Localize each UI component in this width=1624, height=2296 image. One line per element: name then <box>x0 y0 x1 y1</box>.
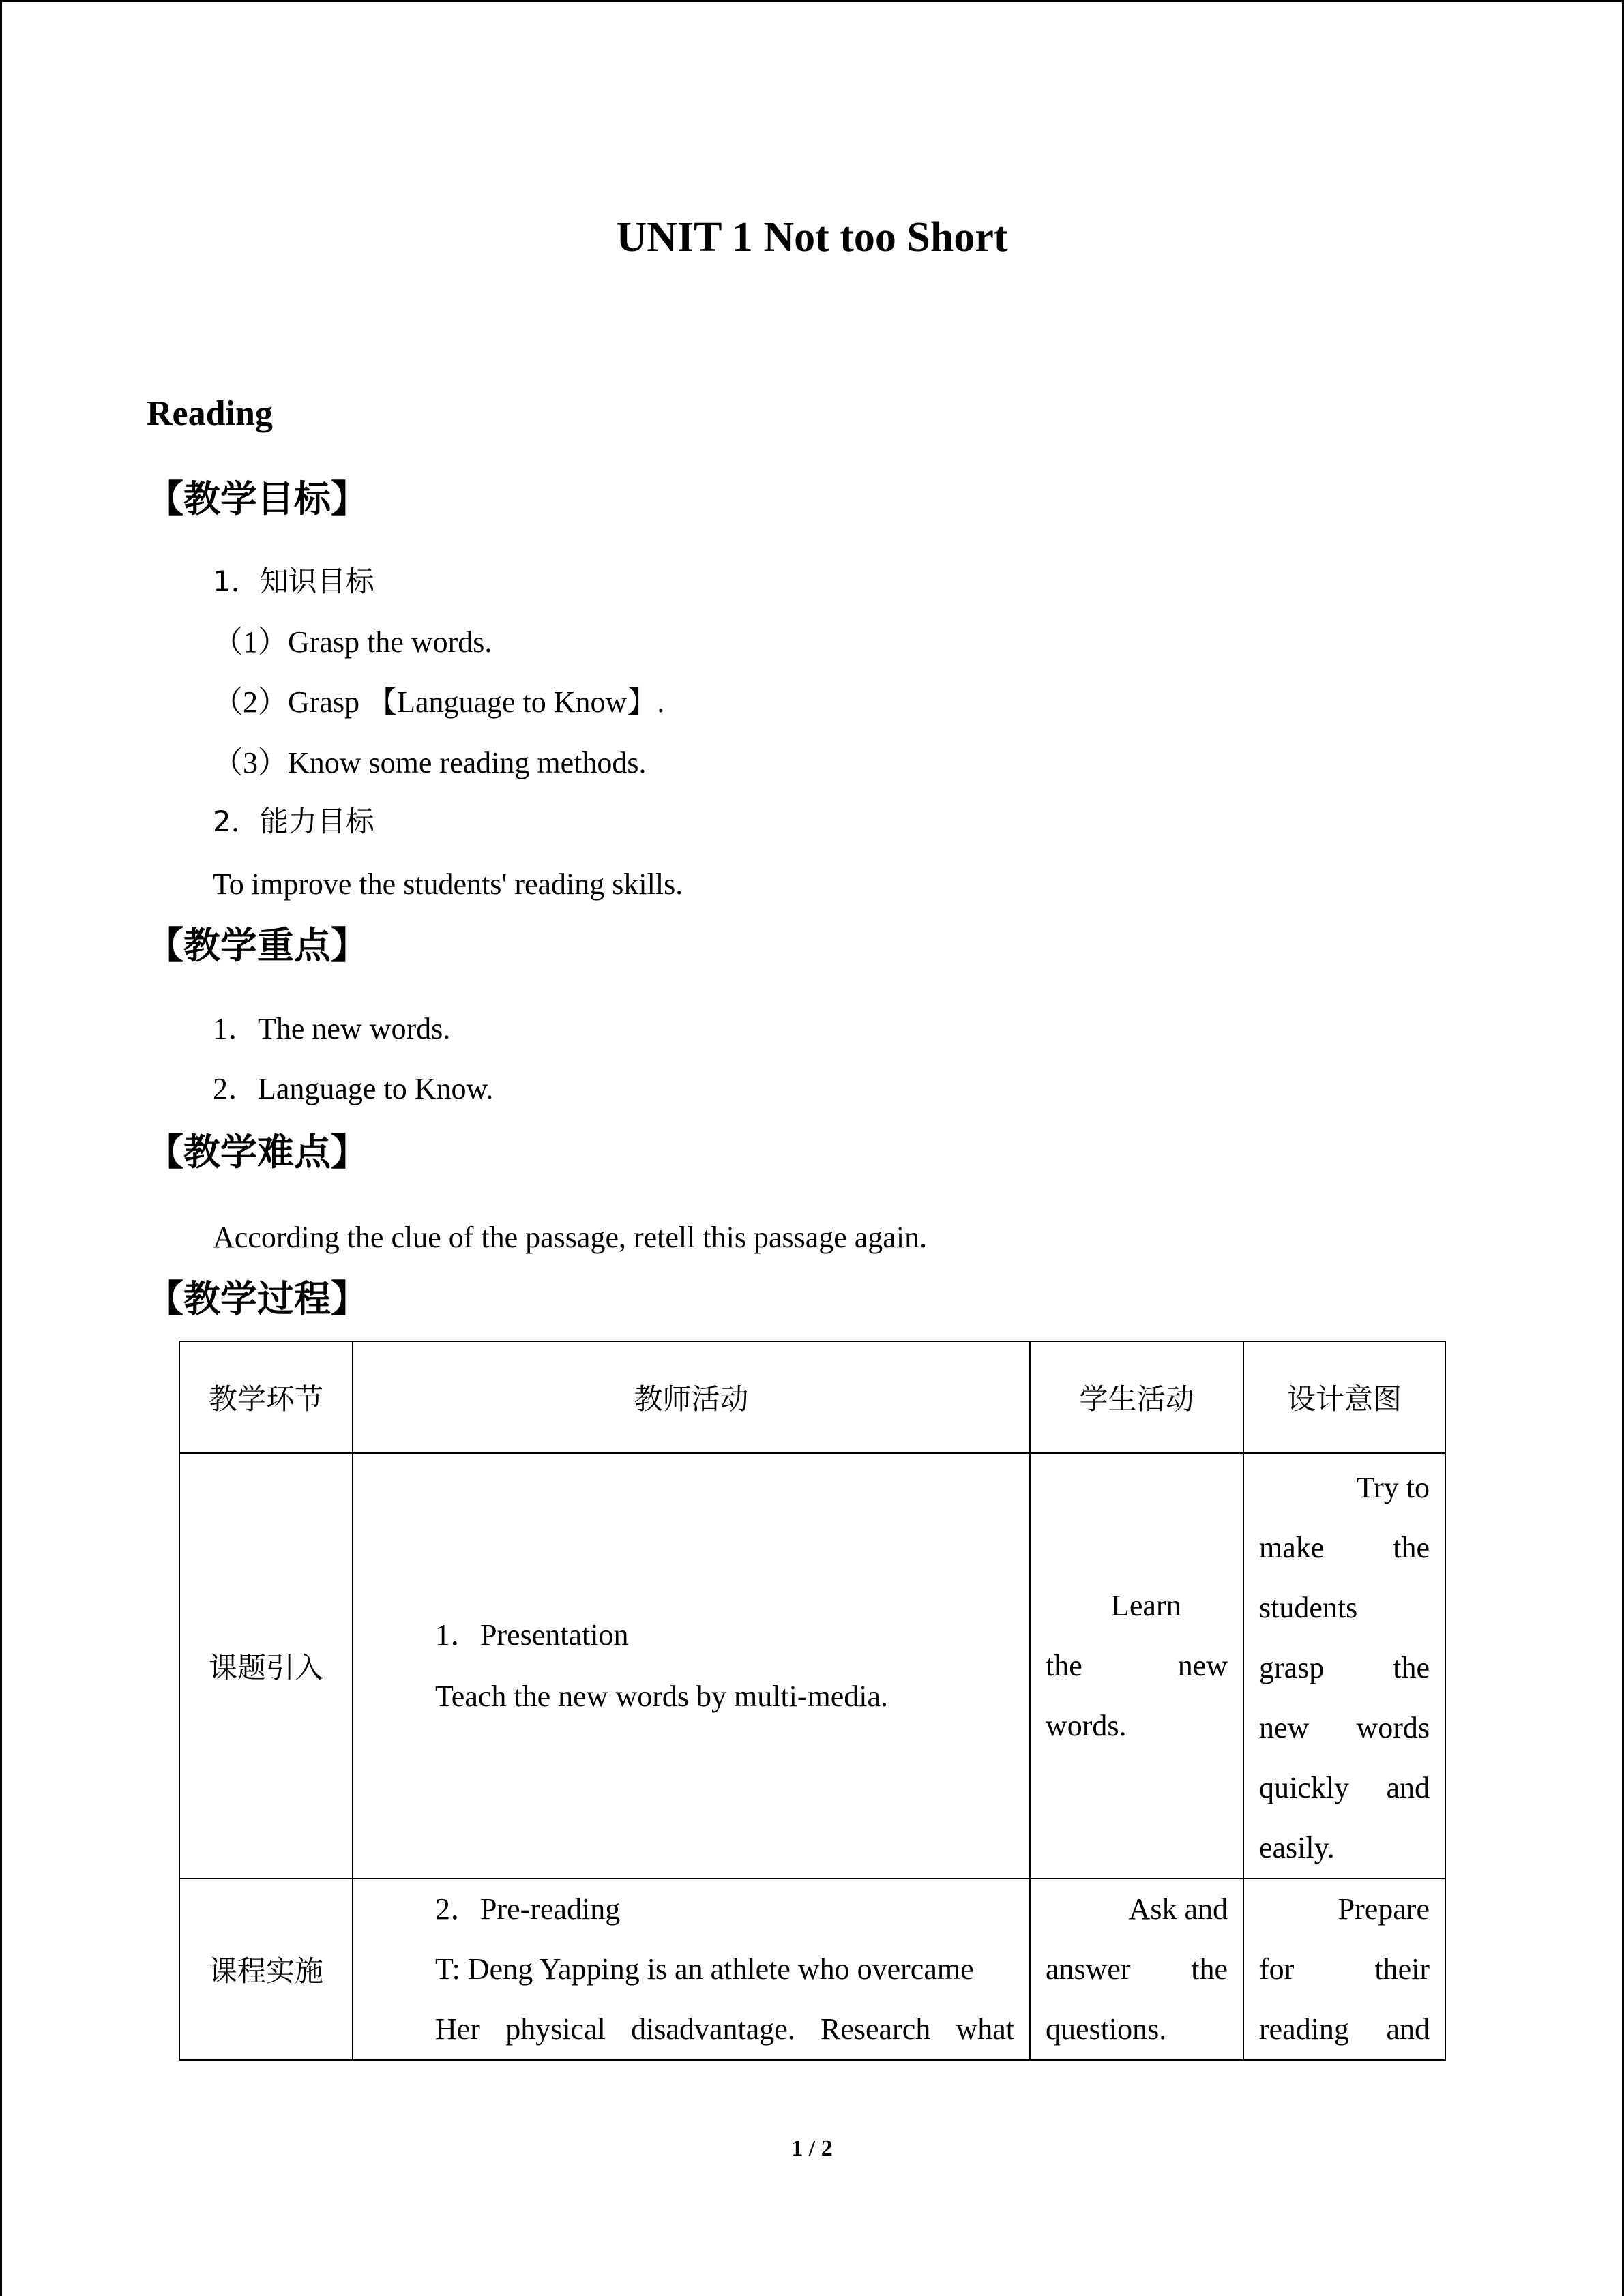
teacher-activity-title: 1．Presentation <box>435 1618 629 1652</box>
stage-cell: 课程实施 <box>179 1879 353 2060</box>
key-point-2: 2．Language to Know. <box>213 1072 494 1105</box>
student-activity-line: Learn <box>1111 1589 1181 1622</box>
ability-objective-label: 2．能力目标 <box>213 805 374 838</box>
teacher-activity-cell <box>353 1879 1030 2060</box>
ability-objective-text: To improve the students' reading skills. <box>213 867 683 901</box>
teacher-activity-line: T: Deng Yapping is an athlete who overcame <box>435 1952 974 1986</box>
table-row <box>179 1453 1445 1879</box>
student-activity-line: questions. <box>1046 2012 1167 2046</box>
student-activity-line: Ask and <box>1128 1892 1228 1926</box>
teaching-process-table <box>179 1341 1446 2061</box>
process-heading: 【教学过程】 <box>147 1277 368 1320</box>
key-point-1: 1．The new words. <box>213 1012 451 1045</box>
stage-cell: 课题引入 <box>179 1453 353 1879</box>
design-purpose-line: Try to <box>1356 1471 1430 1504</box>
design-purpose-line: for their <box>1259 1952 1430 1986</box>
teacher-activity-title: 2．Pre-reading <box>435 1892 621 1926</box>
design-purpose-line: reading and <box>1259 2012 1430 2046</box>
knowledge-item-2: （2）Grasp 【Language to Know】. <box>213 685 665 719</box>
design-purpose-line: quickly and <box>1259 1771 1430 1804</box>
objectives-heading: 【教学目标】 <box>147 477 368 520</box>
teacher-activity-line: Her physical disadvantage. Research what <box>435 2012 1014 2046</box>
column-header-stage: 教学环节 <box>179 1341 353 1453</box>
difficulties-text: According the clue of the passage, retell this passage again. <box>213 1221 928 1254</box>
design-purpose-cell <box>1243 1453 1445 1879</box>
column-header-student: 学生活动 <box>1030 1341 1243 1453</box>
teacher-activity-text: Teach the new words by multi-media. <box>435 1680 889 1713</box>
student-activity-line: answer the <box>1046 1952 1228 1986</box>
design-purpose-line: Prepare <box>1338 1892 1430 1926</box>
document-title: UNIT 1 Not too Short <box>616 214 1008 260</box>
page-number: 1 / 2 <box>791 2136 833 2161</box>
student-activity-cell <box>1030 1453 1243 1879</box>
teacher-activity-cell <box>353 1453 1030 1879</box>
table-row <box>179 1879 1445 2060</box>
design-purpose-cell <box>1243 1879 1445 2060</box>
design-purpose-line: make the <box>1259 1531 1430 1564</box>
page-border-left <box>0 0 2 2296</box>
difficulties-heading: 【教学难点】 <box>147 1131 368 1174</box>
knowledge-item-1: （1）Grasp the words. <box>213 625 492 659</box>
key-points-heading: 【教学重点】 <box>147 924 368 967</box>
design-purpose-line: easily. <box>1259 1831 1335 1864</box>
table-header-row <box>179 1341 1445 1453</box>
knowledge-item-3: （3）Know some reading methods. <box>213 746 647 779</box>
student-activity-cell <box>1030 1879 1243 2060</box>
column-header-purpose: 设计意图 <box>1243 1341 1445 1453</box>
student-activity-line: words. <box>1046 1709 1127 1742</box>
student-activity-line: the new <box>1046 1649 1228 1682</box>
section-title: Reading <box>147 394 273 433</box>
knowledge-objective-label: 1．知识目标 <box>213 565 374 598</box>
design-purpose-line: new words <box>1259 1711 1430 1744</box>
column-header-teacher: 教师活动 <box>353 1341 1030 1453</box>
design-purpose-line: students <box>1259 1591 1358 1624</box>
design-purpose-line: grasp the <box>1259 1651 1430 1684</box>
page-border-top <box>0 0 1624 2</box>
